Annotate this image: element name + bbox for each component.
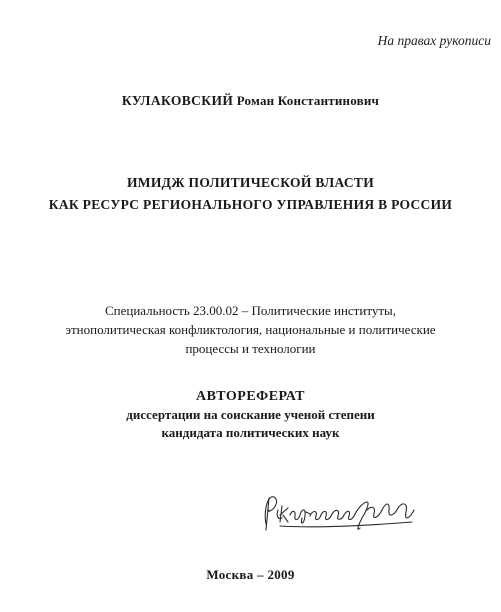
dissertation-title bbox=[0, 172, 501, 216]
title-line-1: ИМИДЖ ПОЛИТИЧЕСКОЙ ВЛАСТИ bbox=[126, 175, 375, 190]
author-given-names: Роман Константинович bbox=[236, 93, 380, 108]
abstract-heading: АВТОРЕФЕРАТ bbox=[195, 389, 306, 404]
specialty-line-3: процессы и технологии bbox=[185, 341, 316, 356]
abstract-block bbox=[0, 388, 501, 442]
specialty-line-2: этнополитическая конфликтология, национальные и политические bbox=[65, 322, 436, 337]
title-line-2: КАК РЕСУРС РЕГИОНАЛЬНОГО УПРАВЛЕНИЯ В РОССИИ bbox=[48, 197, 453, 212]
abstract-line-1: диссертации на соискание ученой степени bbox=[126, 407, 375, 422]
place-and-year: Москва – 2009 bbox=[206, 567, 295, 582]
specialty-line-1: Специальность 23.00.02 – Политические институты, bbox=[104, 303, 396, 318]
rights-note: На правах рукописи bbox=[377, 33, 491, 48]
author-surname: КУЛАКОВСКИЙ bbox=[121, 93, 234, 108]
specialty-block bbox=[0, 301, 501, 358]
abstract-line-2: кандидата политических наук bbox=[161, 425, 340, 440]
author-name bbox=[0, 93, 501, 109]
handwritten-signature bbox=[252, 488, 422, 538]
